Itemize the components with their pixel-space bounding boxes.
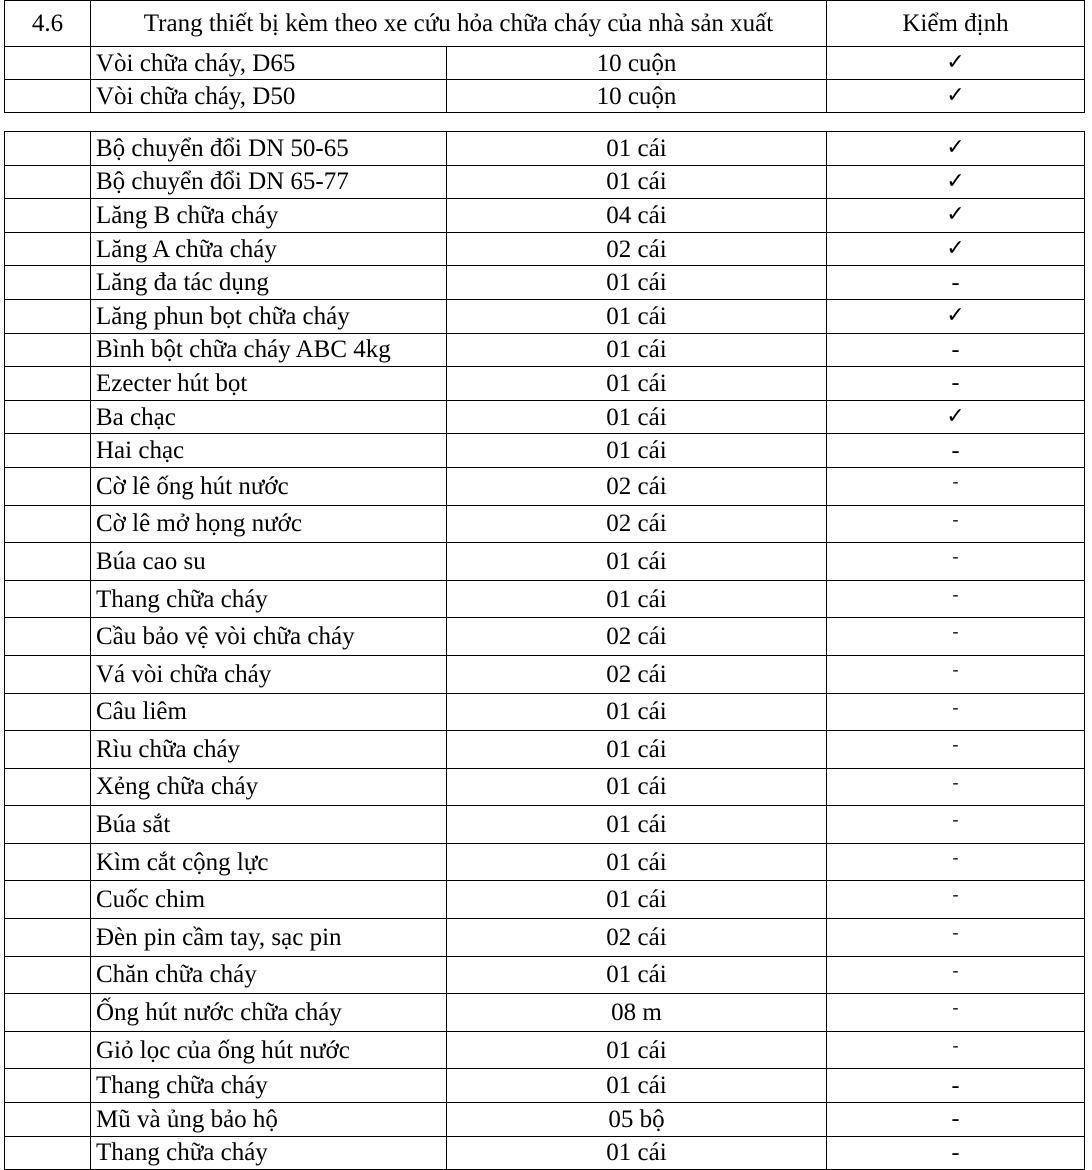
dash-mark: - — [827, 881, 1085, 919]
item-name: Cờ lê mở họng nước — [91, 505, 447, 543]
table-row — [5, 367, 1085, 401]
dash-mark: - — [827, 1031, 1085, 1069]
item-name: Lăng A chữa cháy — [91, 232, 447, 266]
empty-number-cell — [5, 731, 91, 769]
item-quantity: 01 cái — [447, 693, 827, 731]
empty-number-cell — [5, 543, 91, 581]
item-name: Rìu chữa cháy — [91, 731, 447, 769]
table-row — [5, 768, 1085, 806]
item-quantity: 01 cái — [447, 1031, 827, 1069]
item-name: Giỏ lọc của ống hút nước — [91, 1031, 447, 1069]
dash-mark: - — [827, 266, 1085, 300]
table-row — [5, 132, 1085, 166]
dash-mark: - — [827, 994, 1085, 1032]
item-name: Chăn chữa cháy — [91, 956, 447, 994]
item-name: Bộ chuyển đổi DN 65-77 — [91, 165, 447, 199]
table-row — [5, 543, 1085, 581]
empty-number-cell — [5, 400, 91, 434]
item-quantity: 02 cái — [447, 655, 827, 693]
item-name: Vòi chữa cháy, D65 — [91, 47, 447, 80]
item-quantity: 01 cái — [447, 543, 827, 581]
dash-mark: - — [827, 505, 1085, 543]
table-row — [5, 843, 1085, 881]
dash-mark: - — [827, 367, 1085, 401]
table-row — [5, 434, 1085, 468]
dash-mark: - — [827, 434, 1085, 468]
item-name: Đèn pin cầm tay, sạc pin — [91, 919, 447, 957]
table-row — [5, 1103, 1085, 1137]
dash-mark: - — [827, 919, 1085, 957]
checkmark-icon: ✓ — [827, 47, 1085, 80]
table-row — [5, 655, 1085, 693]
table-row — [5, 505, 1085, 543]
empty-number-cell — [5, 1103, 91, 1137]
empty-number-cell — [5, 1031, 91, 1069]
item-name: Thang chữa cháy — [91, 1069, 447, 1103]
empty-number-cell — [5, 232, 91, 266]
empty-number-cell — [5, 994, 91, 1032]
table-row — [5, 299, 1085, 333]
item-quantity: 01 cái — [447, 266, 827, 300]
item-name: Thang chữa cháy — [91, 580, 447, 618]
table-header-row — [5, 1, 1085, 47]
dash-mark: - — [827, 543, 1085, 581]
table-row — [5, 467, 1085, 505]
item-name: Vòi chữa cháy, D50 — [91, 80, 447, 113]
empty-number-cell — [5, 299, 91, 333]
empty-number-cell — [5, 956, 91, 994]
empty-number-cell — [5, 768, 91, 806]
dash-mark: - — [827, 693, 1085, 731]
checkmark-icon: ✓ — [827, 400, 1085, 434]
dash-mark: - — [827, 655, 1085, 693]
equipment-table-items — [4, 131, 1085, 1170]
item-quantity: 01 cái — [447, 434, 827, 468]
item-name: Bình bột chữa cháy ABC 4kg — [91, 333, 447, 367]
item-quantity: 01 cái — [447, 881, 827, 919]
dash-mark: - — [827, 768, 1085, 806]
item-quantity: 02 cái — [447, 618, 827, 656]
item-quantity: 04 cái — [447, 199, 827, 233]
empty-number-cell — [5, 1069, 91, 1103]
item-name: Ba chạc — [91, 400, 447, 434]
checkmark-icon: ✓ — [827, 132, 1085, 166]
section-number: 4.6 — [5, 1, 91, 47]
dash-mark: - — [827, 580, 1085, 618]
dash-mark: - — [827, 333, 1085, 367]
checkmark-icon: ✓ — [827, 199, 1085, 233]
item-name: Vá vòi chữa cháy — [91, 655, 447, 693]
empty-number-cell — [5, 505, 91, 543]
item-quantity: 01 cái — [447, 132, 827, 166]
item-quantity: 05 bộ — [447, 1103, 827, 1137]
empty-number-cell — [5, 165, 91, 199]
empty-number-cell — [5, 618, 91, 656]
table-row — [5, 806, 1085, 844]
checkmark-icon: ✓ — [827, 299, 1085, 333]
table-row — [5, 232, 1085, 266]
empty-number-cell — [5, 266, 91, 300]
item-quantity: 08 m — [447, 994, 827, 1032]
item-name: Ống hút nước chữa cháy — [91, 994, 447, 1032]
empty-number-cell — [5, 47, 91, 80]
checkmark-icon: ✓ — [827, 80, 1085, 113]
item-quantity: 01 cái — [447, 843, 827, 881]
item-name: Búa sắt — [91, 806, 447, 844]
table-row — [5, 266, 1085, 300]
item-name: Thang chữa cháy — [91, 1136, 447, 1170]
table-row — [5, 881, 1085, 919]
empty-number-cell — [5, 467, 91, 505]
item-quantity: 01 cái — [447, 400, 827, 434]
empty-number-cell — [5, 132, 91, 166]
item-name: Ezecter hút bọt — [91, 367, 447, 401]
item-quantity: 01 cái — [447, 299, 827, 333]
empty-number-cell — [5, 693, 91, 731]
item-name: Kìm cắt cộng lực — [91, 843, 447, 881]
item-name: Lăng B chữa cháy — [91, 199, 447, 233]
table-row — [5, 919, 1085, 957]
checkmark-icon: ✓ — [827, 232, 1085, 266]
table-row — [5, 333, 1085, 367]
table-row — [5, 1069, 1085, 1103]
equipment-table-header-section — [4, 0, 1085, 113]
table-row — [5, 731, 1085, 769]
item-quantity: 01 cái — [447, 367, 827, 401]
table-row — [5, 165, 1085, 199]
item-name: Cầu bảo vệ vòi chữa cháy — [91, 618, 447, 656]
item-quantity: 01 cái — [447, 731, 827, 769]
empty-number-cell — [5, 843, 91, 881]
item-quantity: 01 cái — [447, 1069, 827, 1103]
table-row — [5, 199, 1085, 233]
item-quantity: 01 cái — [447, 165, 827, 199]
table-row — [5, 1136, 1085, 1170]
item-quantity: 01 cái — [447, 580, 827, 618]
dash-mark: - — [827, 1103, 1085, 1137]
item-quantity: 02 cái — [447, 505, 827, 543]
item-name: Mũ và ủng bảo hộ — [91, 1103, 447, 1137]
empty-number-cell — [5, 80, 91, 113]
item-quantity: 10 cuộn — [447, 47, 827, 80]
item-name: Xẻng chữa cháy — [91, 768, 447, 806]
empty-number-cell — [5, 199, 91, 233]
dash-mark: - — [827, 843, 1085, 881]
table-row — [5, 618, 1085, 656]
table-row — [5, 80, 1085, 113]
empty-number-cell — [5, 919, 91, 957]
item-name: Lăng đa tác dụng — [91, 266, 447, 300]
dash-mark: - — [827, 1069, 1085, 1103]
item-quantity: 01 cái — [447, 806, 827, 844]
item-name: Cờ lê ống hút nước — [91, 467, 447, 505]
item-quantity: 02 cái — [447, 232, 827, 266]
empty-number-cell — [5, 881, 91, 919]
empty-number-cell — [5, 580, 91, 618]
item-quantity: 01 cái — [447, 1136, 827, 1170]
table-row — [5, 1031, 1085, 1069]
checkmark-icon: ✓ — [827, 165, 1085, 199]
item-quantity: 01 cái — [447, 333, 827, 367]
dash-mark: - — [827, 1136, 1085, 1170]
dash-mark: - — [827, 618, 1085, 656]
item-name: Bộ chuyển đổi DN 50-65 — [91, 132, 447, 166]
items-body — [5, 132, 1085, 1170]
item-name: Hai chạc — [91, 434, 447, 468]
item-name: Câu liêm — [91, 693, 447, 731]
table-row — [5, 693, 1085, 731]
empty-number-cell — [5, 1136, 91, 1170]
table-row — [5, 47, 1085, 80]
dash-mark: - — [827, 956, 1085, 994]
empty-number-cell — [5, 806, 91, 844]
item-quantity: 01 cái — [447, 768, 827, 806]
item-quantity: 01 cái — [447, 956, 827, 994]
item-quantity: 02 cái — [447, 919, 827, 957]
table-row — [5, 956, 1085, 994]
dash-mark: - — [827, 806, 1085, 844]
empty-number-cell — [5, 655, 91, 693]
empty-number-cell — [5, 367, 91, 401]
empty-number-cell — [5, 333, 91, 367]
item-name: Cuốc chim — [91, 881, 447, 919]
item-quantity: 10 cuộn — [447, 80, 827, 113]
empty-number-cell — [5, 434, 91, 468]
item-name: Lăng phun bọt chữa cháy — [91, 299, 447, 333]
dash-mark: - — [827, 467, 1085, 505]
table-row — [5, 400, 1085, 434]
dash-mark: - — [827, 731, 1085, 769]
table-row — [5, 580, 1085, 618]
inspection-column-header: Kiểm định — [827, 1, 1085, 47]
item-quantity: 02 cái — [447, 467, 827, 505]
section-title: Trang thiết bị kèm theo xe cứu hỏa chữa cháy của nhà sản xuất — [91, 1, 827, 47]
item-name: Búa cao su — [91, 543, 447, 581]
table-row — [5, 994, 1085, 1032]
